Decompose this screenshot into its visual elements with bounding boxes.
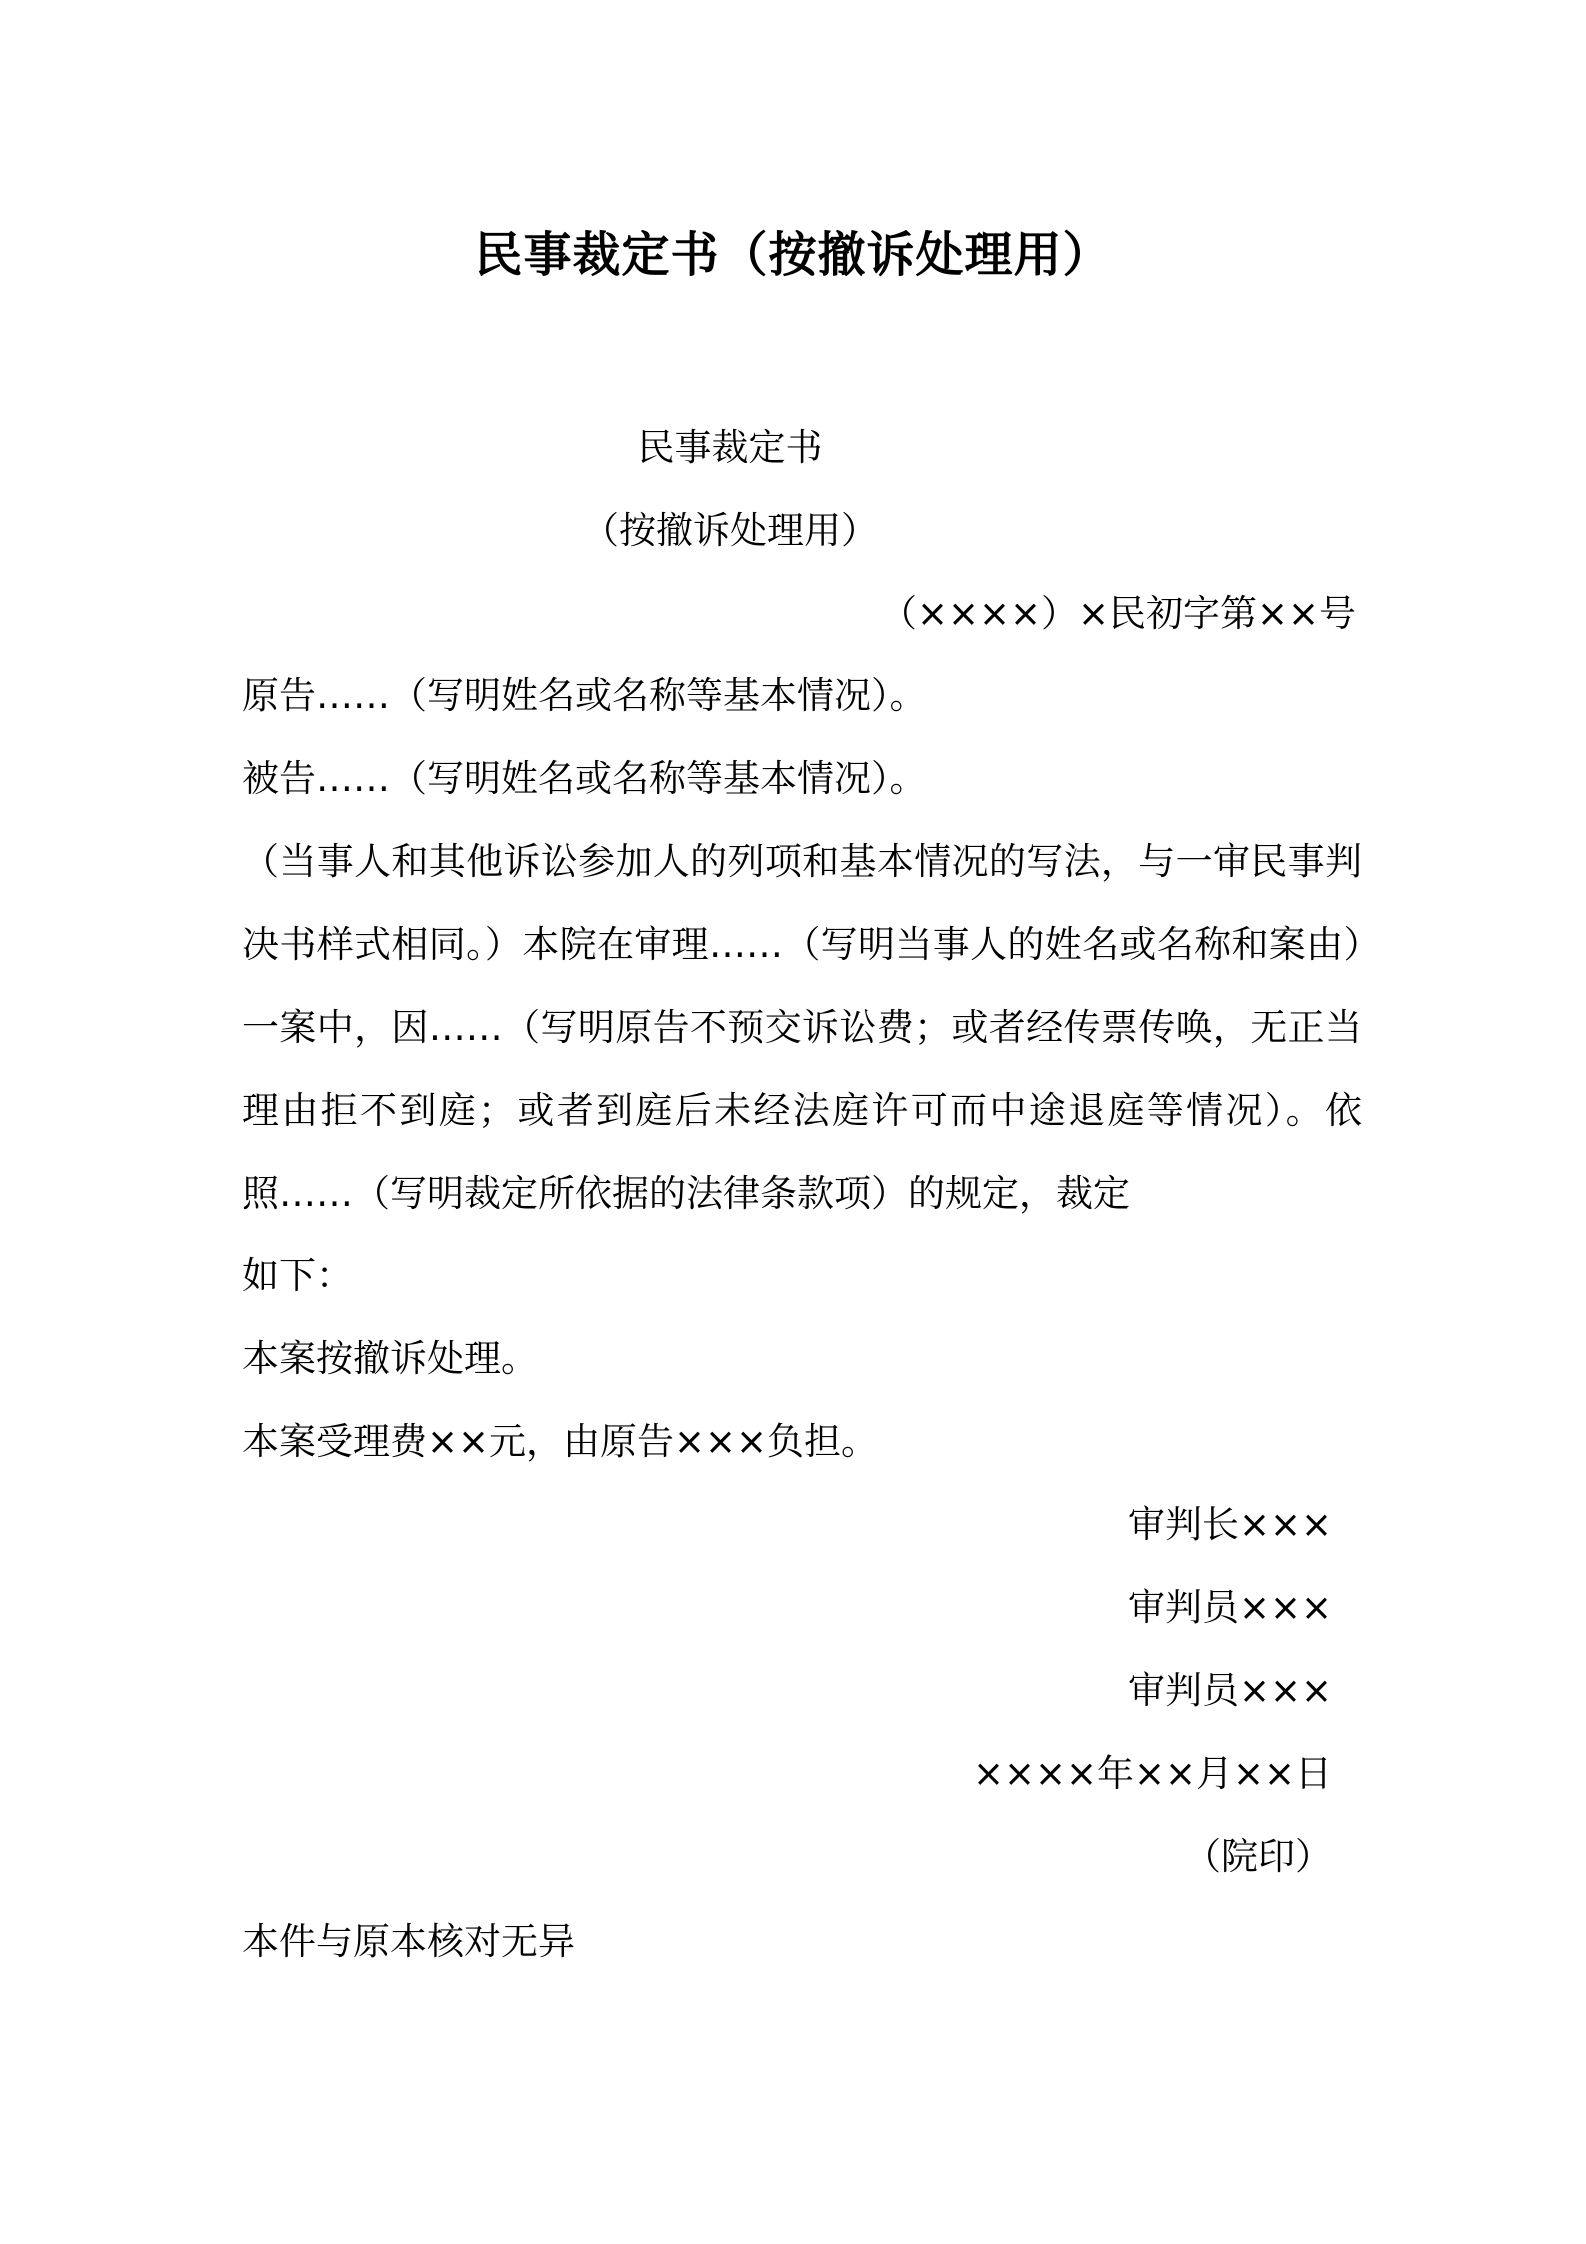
chief-judge-signature: 审判长××× xyxy=(1127,1503,1332,1546)
ruling-item-1: 本案按撤诉处理。 xyxy=(242,1337,538,1380)
body-paragraph: （当事人和其他诉讼参加人的列项和基本情况的写法，与一审民事判决书样式相同。）本院在审理……（写明当事人的姓名或名称和案由）一案中，因……（写明原告不预交诉讼费；或者经传票传唤，无正当理由拒不到庭；或者到庭后未经法庭许可而中途退庭等情况）。依照……（写明裁定所依据的法律条款项）的规定，裁定 xyxy=(242,840,1362,1215)
case-number: （××××）×民初字第××号 xyxy=(879,592,1356,635)
court-seal: （院印） xyxy=(1184,1835,1332,1878)
main-title: 民事裁定书（按撤诉处理用） xyxy=(474,227,1112,283)
judge-signature-1: 审判员××× xyxy=(1127,1586,1332,1629)
judge-signature-2: 审判员××× xyxy=(1127,1669,1332,1712)
document-subtitle: （按撤诉处理用） xyxy=(582,509,878,552)
certification-line: 本件与原本核对无异 xyxy=(242,1920,575,1963)
ruling-date: ××××年××月××日 xyxy=(972,1752,1332,1795)
ruling-item-2: 本案受理费××元，由原告×××负担。 xyxy=(242,1420,879,1463)
document-title: 民事裁定书 xyxy=(637,426,823,469)
defendant-line: 被告……（写明姓名或名称等基本情况）。 xyxy=(242,757,927,800)
plaintiff-line: 原告……（写明姓名或名称等基本情况）。 xyxy=(242,674,927,717)
ruling-intro: 如下： xyxy=(242,1254,353,1297)
